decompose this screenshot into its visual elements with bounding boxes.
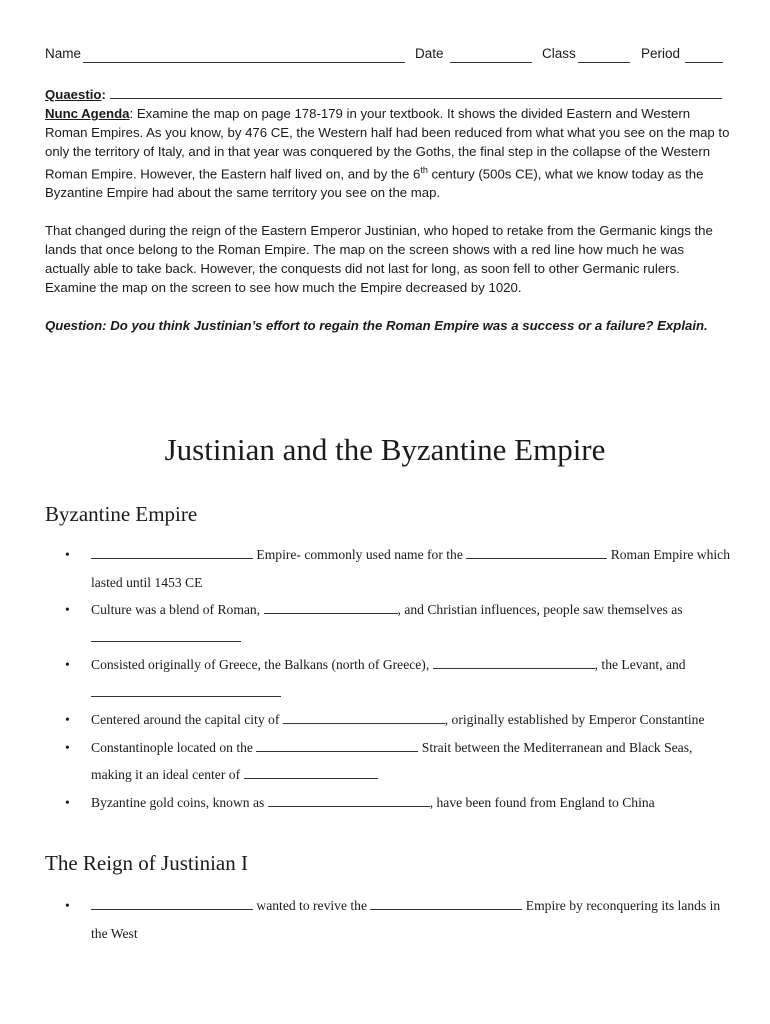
nunc-agenda-text: : Examine the map on page 178-179 in your textbook. It shows the divided Eastern and Western Roman Empires. As you know, by 476 CE, the Western half had been reduced from what what you see on the map to only the territory of Italy, and in that year was conquered by the Goths, the final step in the collapse of the Western Roman Empire. However, the Eastern half lived on, and by the 6 xyxy=(45,106,730,182)
item-text: Byzantine gold coins, known as xyxy=(91,794,268,810)
fill-blank[interactable] xyxy=(433,655,595,669)
list-item xyxy=(45,706,730,734)
ordinal-suffix: th xyxy=(420,165,428,175)
quaestio-line: Quaestio: xyxy=(45,85,730,104)
item-text: Strait between the Mediterranean and Black Seas, making it an ideal center of xyxy=(91,739,693,782)
item-text: Empire- commonly used name for the xyxy=(253,547,467,562)
item-text: , originally established by Emperor Constantine xyxy=(444,712,705,727)
date-blank[interactable] xyxy=(450,49,532,63)
page-title: Justinian and the Byzantine Empire xyxy=(164,432,606,467)
list-item xyxy=(45,892,730,947)
fill-blank[interactable] xyxy=(91,896,253,910)
list-item xyxy=(45,541,730,596)
item-text: , have been found from England to China xyxy=(429,794,655,810)
item-text: Centered around the capital city of xyxy=(91,712,283,727)
date-label: Date xyxy=(415,46,444,61)
fill-blank[interactable] xyxy=(268,793,430,807)
nunc-agenda-text-end: century (500s CE), what we know today as the Byzantine Empire had about the same territory you see on the map. xyxy=(45,166,704,201)
bullet-icon: • xyxy=(65,657,70,672)
bullet-icon: • xyxy=(65,602,70,617)
nunc-agenda-label: Nunc Agenda xyxy=(45,106,130,121)
quaestio-label: Quaestio xyxy=(45,87,102,102)
fill-blank[interactable] xyxy=(244,765,378,779)
fill-blank[interactable] xyxy=(283,710,445,724)
fill-blank[interactable] xyxy=(466,545,607,559)
bullet-icon: • xyxy=(65,794,70,810)
period-blank[interactable] xyxy=(685,49,723,63)
quaestio-blank[interactable] xyxy=(110,86,722,99)
list-item xyxy=(45,651,730,706)
intro-section xyxy=(45,85,730,335)
bullet-icon: • xyxy=(65,547,70,562)
section-heading-byzantine-empire: Byzantine Empire xyxy=(45,502,198,526)
reign-of-justinian-list xyxy=(45,892,730,947)
section-heading-reign-of-justinian: The Reign of Justinian I xyxy=(45,851,248,875)
question-prompt: Question: Do you think Justinian’s effort to regain the Roman Empire was a success or a failure? Explain. xyxy=(45,318,708,334)
fill-blank[interactable] xyxy=(256,738,418,752)
name-label: Name xyxy=(45,46,82,61)
fill-blank[interactable] xyxy=(370,896,522,910)
list-item xyxy=(45,789,730,817)
class-label: Class xyxy=(542,46,576,61)
item-text: , the Levant, and xyxy=(594,657,686,672)
fill-blank[interactable] xyxy=(91,683,281,697)
nunc-agenda-paragraph xyxy=(45,104,730,202)
item-text: Roman Empire which lasted until 1453 CE xyxy=(91,547,730,590)
item-text: Constantinople located on the xyxy=(91,739,257,755)
justinian-paragraph: That changed during the reign of the Eastern Emperor Justinian, who hoped to retake from the Germanic kings the lands that once belong to the Roman Empire. The map on the screen shows with a red line how much he was actually able to take back. However, the conquests did not last for long, as soon fell to other Germanic rulers. Examine the map on the screen to see how much the Empire decreased by 1020. xyxy=(45,223,713,296)
item-text: , and Christian influences, people saw themselves as xyxy=(397,602,683,617)
bullet-icon: • xyxy=(65,898,70,913)
byzantine-empire-list xyxy=(45,541,730,816)
name-blank[interactable] xyxy=(83,49,405,63)
fill-blank[interactable] xyxy=(91,545,253,559)
item-text: Culture was a blend of Roman, xyxy=(91,602,264,617)
bullet-icon: • xyxy=(65,712,70,727)
list-item xyxy=(45,596,730,651)
item-text: wanted to revive the xyxy=(253,898,371,913)
item-text: Empire by reconquering its lands in the West xyxy=(91,898,721,941)
fill-blank[interactable] xyxy=(264,600,398,614)
fill-blank[interactable] xyxy=(91,628,241,642)
bullet-icon: • xyxy=(65,739,70,755)
list-item xyxy=(45,734,730,789)
item-text: Consisted originally of Greece, the Balkans (north of Greece), xyxy=(91,657,433,672)
class-blank[interactable] xyxy=(578,49,630,63)
period-label: Period xyxy=(641,46,681,61)
